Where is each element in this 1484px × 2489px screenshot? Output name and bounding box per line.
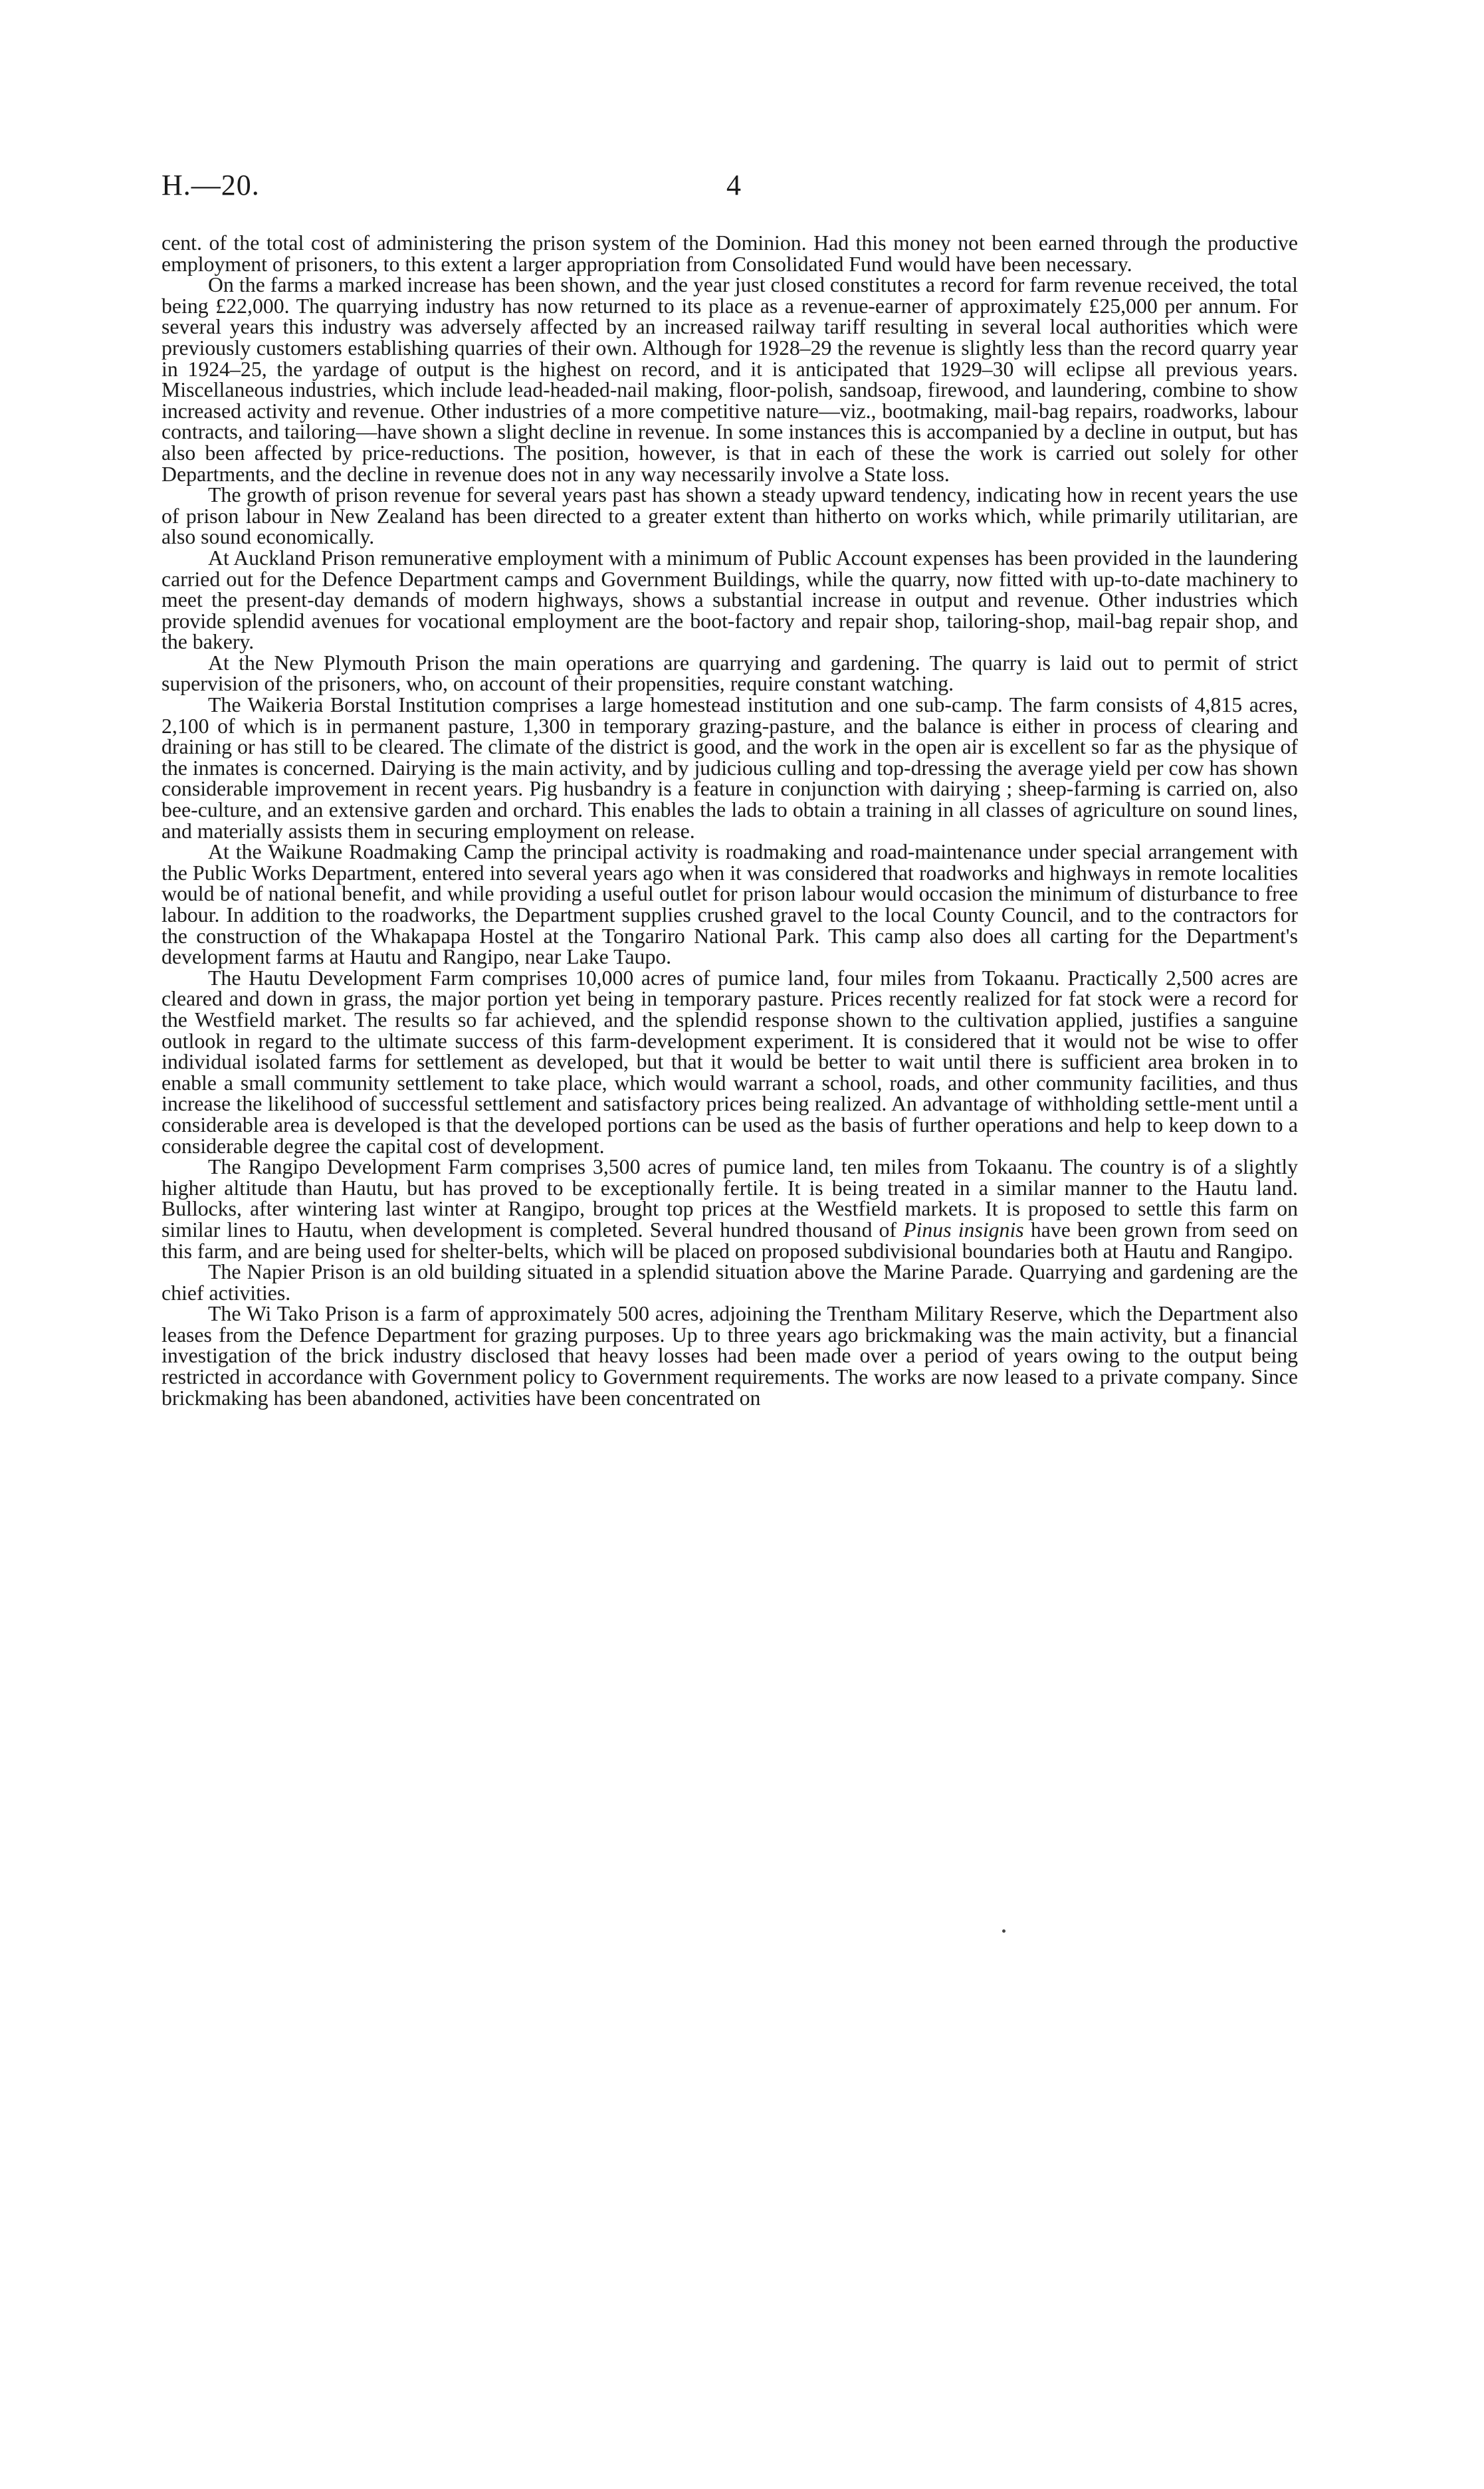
paragraph-waikeria-borstal: The Waikeria Borstal Institution comprises a large homestead institution and one sub-camp. The farm consists of 4,815 acres, 2,100 of which is in permanent pasture, 1,300 in temporary grazing-pasture, and the balance is either in process of clearing and draining or has still to be cleared. The climate of the district is good, and the work in the open air is excellent so far as the physique of the inmates is concerned. Dairying is the main activity, and by judicious culling and top-dressing the average yield per cow has shown considerable improvement in recent years. Pig husbandry is a feature in conjunction with dairying ; sheep-farming is carried on, also bee-culture, and an extensive garden and orchard. This enables the lads to obtain a training in all classes of agriculture on sound lines, and materially assists them in securing employment on release. — [161, 693, 1298, 843]
paragraph-waikune-camp: At the Waikune Roadmaking Camp the principal activity is roadmaking and road-maintenance under special arrangement with the Public Works Department, entered into several years ago when it was considered that roadworks and highways in remote localities would be of national benefit, and while providing a useful outlet for prison labour would occasion the minimum of disturbance to free labour. In addition to the roadworks, the Department supplies crushed gravel to the local County Council, and to the contractors for the construction of the Whakapapa Hostel at the Tongariro National Park. This camp also does all carting for the Department's development farms at Hautu and Rangipo, near Lake Taupo. — [161, 840, 1298, 969]
page-header — [161, 168, 1298, 215]
body-text — [161, 233, 1298, 1408]
rangipo-text-before: The Rangipo Development Farm comprises 3,500 acres of pumice land, ten miles from Tokaanu. The country is of a slightly higher altitude than Hautu, but has proved to be exceptionally fertile. It is being treated in a similar manner to the Hautu land. Bullocks, after wintering last winter at Rangipo, brought top prices at the Westfield markets. It is proposed to settle this farm on similar lines to Hautu, when development is completed. Several hundred thousand of — [161, 1155, 1298, 1242]
paragraph-revenue-growth: The growth of prison revenue for several years past has shown a steady upward tendency, indicating how in recent years the use of prison labour in New Zealand has been directed to a greater extent than hitherto on works which, while primarily utilitarian, are also sound economically. — [161, 483, 1298, 549]
paragraph-hautu-farm: The Hautu Development Farm comprises 10,000 acres of pumice land, four miles from Tokaanu. Practically 2,500 acres are cleared and down in grass, the major portion yet being in temporary pasture. Prices recently realized for fat stock were a record for the Westfield market. The results so far achieved, and the splendid response shown to the cultivation applied, justifies a sanguine outlook in regard to the ultimate success of this farm-development experiment. It is considered that it would not be wise to offer individual isolated farms for settlement as developed, but that it would be better to wait until there is sufficient area broken in to enable a small community settlement to take place, which would warrant a school, roads, and other community facilities, and thus increase the likelihood of successful settlement and satisfactory prices being realized. An advantage of withholding settle-ment until a considerable area is developed is that the developed portions can be used as the basis of further operations and help to keep down to a considerable degree the capital cost of development. — [161, 966, 1298, 1158]
rangipo-text-after: have been grown from seed on this farm, and are being used for shelter-belts, which will be placed on proposed subdivisional boundaries both at Hautu and Rangipo. — [161, 1218, 1298, 1263]
print-speck — [1002, 1929, 1006, 1933]
paragraph-wi-tako-prison: The Wi Tako Prison is a farm of approximately 500 acres, adjoining the Trentham Military Reserve, which the Department also leases from the Defence Department for grazing purposes. Up to three years ago brickmaking was the main activity, but a financial investigation of the brick industry disclosed that heavy losses had been made over a period of years owing to the output being restricted in accordance with Government policy to Government requirements. The works are now leased to a private company. Since brickmaking has been abandoned, activities have been concentrated on — [161, 1302, 1298, 1410]
page-number: 4 — [726, 169, 741, 201]
species-name: Pinus insignis — [903, 1218, 1024, 1242]
paragraph-napier-prison: The Napier Prison is an old building situated in a splendid situation above the Marine Parade. Quarrying and gardening are the chief activities. — [161, 1260, 1298, 1305]
paragraph-rangipo-farm — [161, 1156, 1298, 1261]
paragraph-auckland-prison: At Auckland Prison remunerative employment with a minimum of Public Account expenses has been provided in the laundering carried out for the Defence Department camps and Government Buildings, while the quarry, now fitted with up-to-date machinery to meet the present-day demands of modern highways, shows a substantial increase in output and revenue. Other industries which provide splendid avenues for vocational employment are the boot-factory and repair shop, tailoring-shop, mail-bag repair shop, and the bakery. — [161, 546, 1298, 654]
paragraph-continued-cost: cent. of the total cost of administering the prison system of the Dominion. Had this money not been earned through the productive employment of prisoners, to this extent a larger appropriation from Consolidated Fund would have been necessary. — [161, 231, 1298, 276]
document-reference: H.—20. — [161, 169, 260, 201]
paragraph-farms-revenue: On the farms a marked increase has been shown, and the year just closed constitutes a record for farm revenue received, the total being £22,000. The quarrying industry has now returned to its place as a revenue-earner of approximately £25,000 per annum. For several years this industry was adversely affected by an increased railway tariff resulting in several local authorities which were previously customers establishing quarries of their own. Although for 1928–29 the revenue is slightly less than the record quarry year in 1924–25, the yardage of output is the highest on record, and it is anticipated that 1929–30 will eclipse all previous years. Miscellaneous industries, which include lead-headed-nail making, floor-polish, sandsoap, firewood, and laundering, combine to show increased activity and revenue. Other industries of a more competitive nature—viz., bootmaking, mail-bag repairs, roadworks, labour contracts, and tailoring—have shown a slight decline in revenue. In some instances this is accompanied by a decline in output, but has also been affected by price-reductions. The position, however, is that in each of these the work is carried out solely for other Departments, and the decline in revenue does not in any way necessarily involve a State loss. — [161, 273, 1298, 486]
paragraph-new-plymouth-prison: At the New Plymouth Prison the main operations are quarrying and gardening. The quarry is laid out to permit of strict supervision of the prisoners, who, on account of their propensities, require constant watching. — [161, 651, 1298, 696]
